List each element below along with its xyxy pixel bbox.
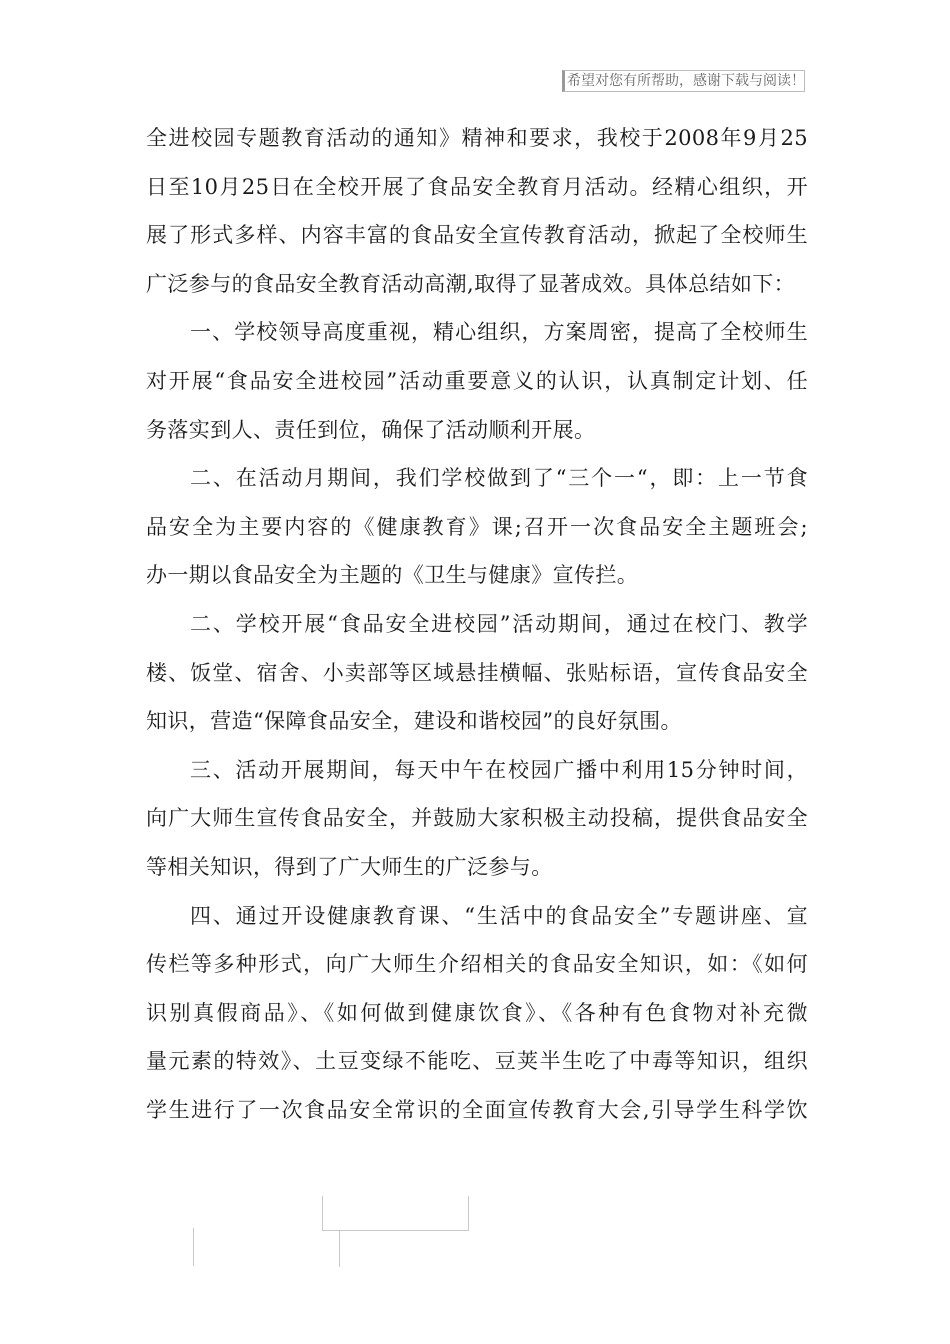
text-line: 量元素的特效》、土豆变绿不能吃、豆荚半生吃了中毒等知识，组织	[146, 1049, 808, 1074]
paragraph-item-3	[146, 600, 808, 746]
text-line: 三、活动开展期间，每天中午在校园广播中利用15分钟时间，	[190, 757, 808, 782]
paragraph-item-1	[146, 308, 808, 454]
text-line: 学生进行了一次食品安全常识的全面宣传教育大会,引导学生科学饮	[146, 1097, 808, 1122]
paragraph-item-2	[146, 454, 808, 600]
text-line: 办一期以食品安全为主题的《卫生与健康》宣传拦。	[146, 563, 639, 588]
text-line: 品安全为主要内容的《健康教育》课;召开一次食品安全主题班会;	[146, 514, 808, 539]
text-line: 向广大师生宣传食品安全，并鼓励大家积极主动投稿，提供食品安全	[146, 806, 808, 831]
text-line: 二、学校开展“食品安全进校园”活动期间，通过在校门、教学	[190, 611, 808, 636]
text-line: 展了形式多样、内容丰富的食品安全宣传教育活动，掀起了全校师生	[146, 223, 808, 248]
text-line: 等相关知识，得到了广大师生的广泛参与。	[146, 854, 553, 879]
document-body	[146, 114, 808, 1134]
text-line: 二、在活动月期间，我们学校做到了“三个一“，即：上一节食	[190, 466, 808, 491]
text-line: 对开展“食品安全进校园”活动重要意义的认识，认真制定计划、任	[146, 368, 808, 393]
paragraph-intro	[146, 114, 808, 308]
crop-mark	[193, 1228, 194, 1266]
crop-mark	[468, 1196, 469, 1231]
crop-mark	[322, 1230, 469, 1231]
text-line: 全进校园专题教育活动的通知》精神和要求，我校于2008年9月25	[146, 126, 808, 150]
paragraph-item-5	[146, 892, 808, 1135]
text-line: 楼、饭堂、宿舍、小卖部等区域悬挂横幅、张贴标语，宣传食品安全	[146, 660, 808, 685]
text-line: 一、学校领导高度重视，精心组织，方案周密，提高了全校师生	[190, 320, 808, 345]
crop-mark	[339, 1231, 340, 1267]
text-line: 日至10月25日在全校开展了食品安全教育月活动。经精心组织，开	[146, 174, 808, 199]
download-thanks-note: 希望对您有所帮助，感谢下载与阅读！	[562, 70, 805, 92]
text-line: 知识，营造“保障食品安全，建设和谐校园”的良好氛围。	[146, 709, 682, 734]
crop-mark	[322, 1196, 323, 1230]
text-line: 四、通过开设健康教育课、“生活中的食品安全”专题讲座、宣	[190, 903, 808, 928]
text-line: 识别真假商品》、《如何做到健康饮食》、《各种有色食物对补充微	[146, 1000, 808, 1025]
paragraph-item-4	[146, 746, 808, 892]
text-line: 传栏等多种形式，向广大师生介绍相关的食品安全知识，如：《如何	[146, 952, 808, 977]
text-line: 广泛参与的食品安全教育活动高潮,取得了显著成效。具体总结如下：	[146, 271, 796, 296]
text-line: 务落实到人、责任到位，确保了活动顺利开展。	[146, 417, 596, 442]
